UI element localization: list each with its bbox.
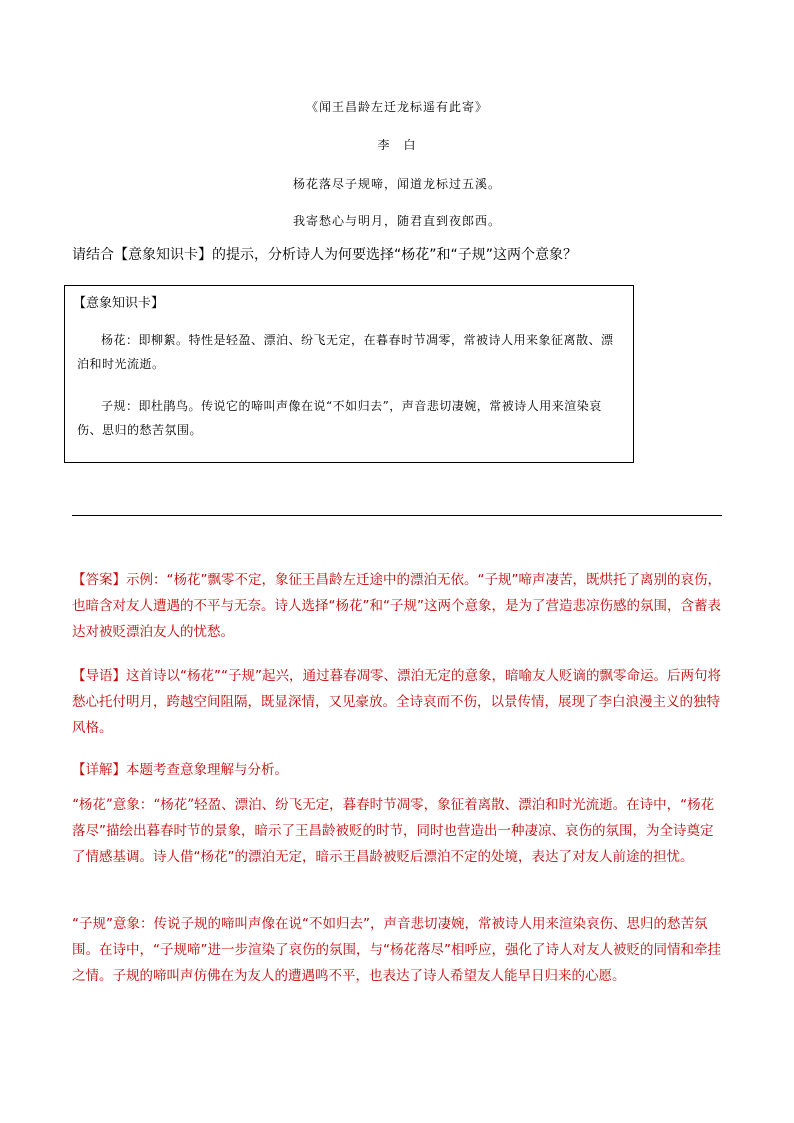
analysis-willow bbox=[72, 792, 722, 870]
poem-author: 李 白 bbox=[377, 138, 417, 152]
guide-text: 这首诗以“杨花”“子规”起兴，通过暮春凋零、漂泊无定的意象，暗喻友人贬谪的飘零命运。后两句将愁心托付明月，跨越空间阻隔，既显深情，又见豪放。全诗哀而不伤，以景传情，展现了李白浪漫主义的独特风格。 bbox=[72, 668, 721, 736]
analysis-willow-rest: “杨花落尽”描绘出暮春时节的景象，暗示了王昌龄被贬的时节，同时也营造出一种凄凉、哀伤的氛围，为全诗奠定了情感基调。诗人借“杨花”的漂泊无定，暗示王昌龄被贬后漂泊不定的处境，表达了对友人前途的担忧。 bbox=[72, 797, 715, 865]
knowledge-card bbox=[64, 285, 634, 463]
answer-tag: 【答案】 bbox=[72, 572, 126, 588]
poem-line-1: 杨花落尽子规啼，闻道龙标过五溪。 bbox=[292, 177, 501, 191]
card-paragraph-cuckoo: 子规：即杜鹃鸟。传说它的啼叫声像在说“不如归去”，声音悲切凄婉，常被诗人用来渲染哀伤、思归的愁苦氛围。 bbox=[77, 399, 602, 437]
detail-text: 本题考查意象理解与分析。 bbox=[126, 762, 288, 778]
analysis-willow-lead: “杨花”意象：“杨花”轻盈、漂泊、纷飞无定，暮春时节凋零，象征着离散、漂泊和时光流逝。在诗中， bbox=[72, 797, 681, 813]
guide-block bbox=[72, 663, 722, 741]
analysis-cuckoo-text: “子规”意象：传说子规的啼叫声像在说“不如归去”，声音悲切凄婉，常被诗人用来渲染哀伤、思归的愁苦氛围。在诗中，“子规啼”进一步渲染了哀伤的氛围，与“杨花落尽”相呼应，强化了诗人对友人被贬的同情和牵挂之情。子规的啼叫声仿佛在为友人的遭遇鸣不平，也表达了诗人希望友人能早日归来的心愿。 bbox=[72, 916, 721, 984]
answer-text: 示例：“杨花”飘零不定，象征王昌龄左迁途中的漂泊无依。“子规”啼声凄苦，既烘托了离别的哀伤，也暗含对友人遭遇的不平与无奈。诗人选择“杨花”和“子规”这两个意象，是为了营造悲凉伤感的氛围，含蓄表达对被贬漂泊友人的忧愁。 bbox=[72, 572, 721, 640]
card-paragraph-willow: 杨花：即柳絮。特性是轻盈、漂泊、纷飞无定，在暮春时节凋零，常被诗人用来象征离散、漂泊和时光流逝。 bbox=[77, 333, 614, 371]
question-text: 请结合【意象知识卡】的提示，分析诗人为何要选择“杨花”和“子规”这两个意象？ bbox=[72, 247, 578, 263]
answer-block bbox=[72, 567, 722, 645]
card-title: 【意象知识卡】 bbox=[73, 296, 165, 311]
analysis-cuckoo bbox=[72, 911, 722, 989]
guide-tag: 【导语】 bbox=[72, 668, 126, 684]
poem-title: 《闻王昌龄左迁龙标遥有此寄》 bbox=[305, 100, 488, 114]
detail-block bbox=[72, 757, 722, 783]
poem-line-2: 我寄愁心与明月，随君直到夜郎西。 bbox=[292, 214, 501, 228]
divider-line bbox=[72, 515, 722, 516]
detail-tag: 【详解】 bbox=[72, 762, 126, 778]
